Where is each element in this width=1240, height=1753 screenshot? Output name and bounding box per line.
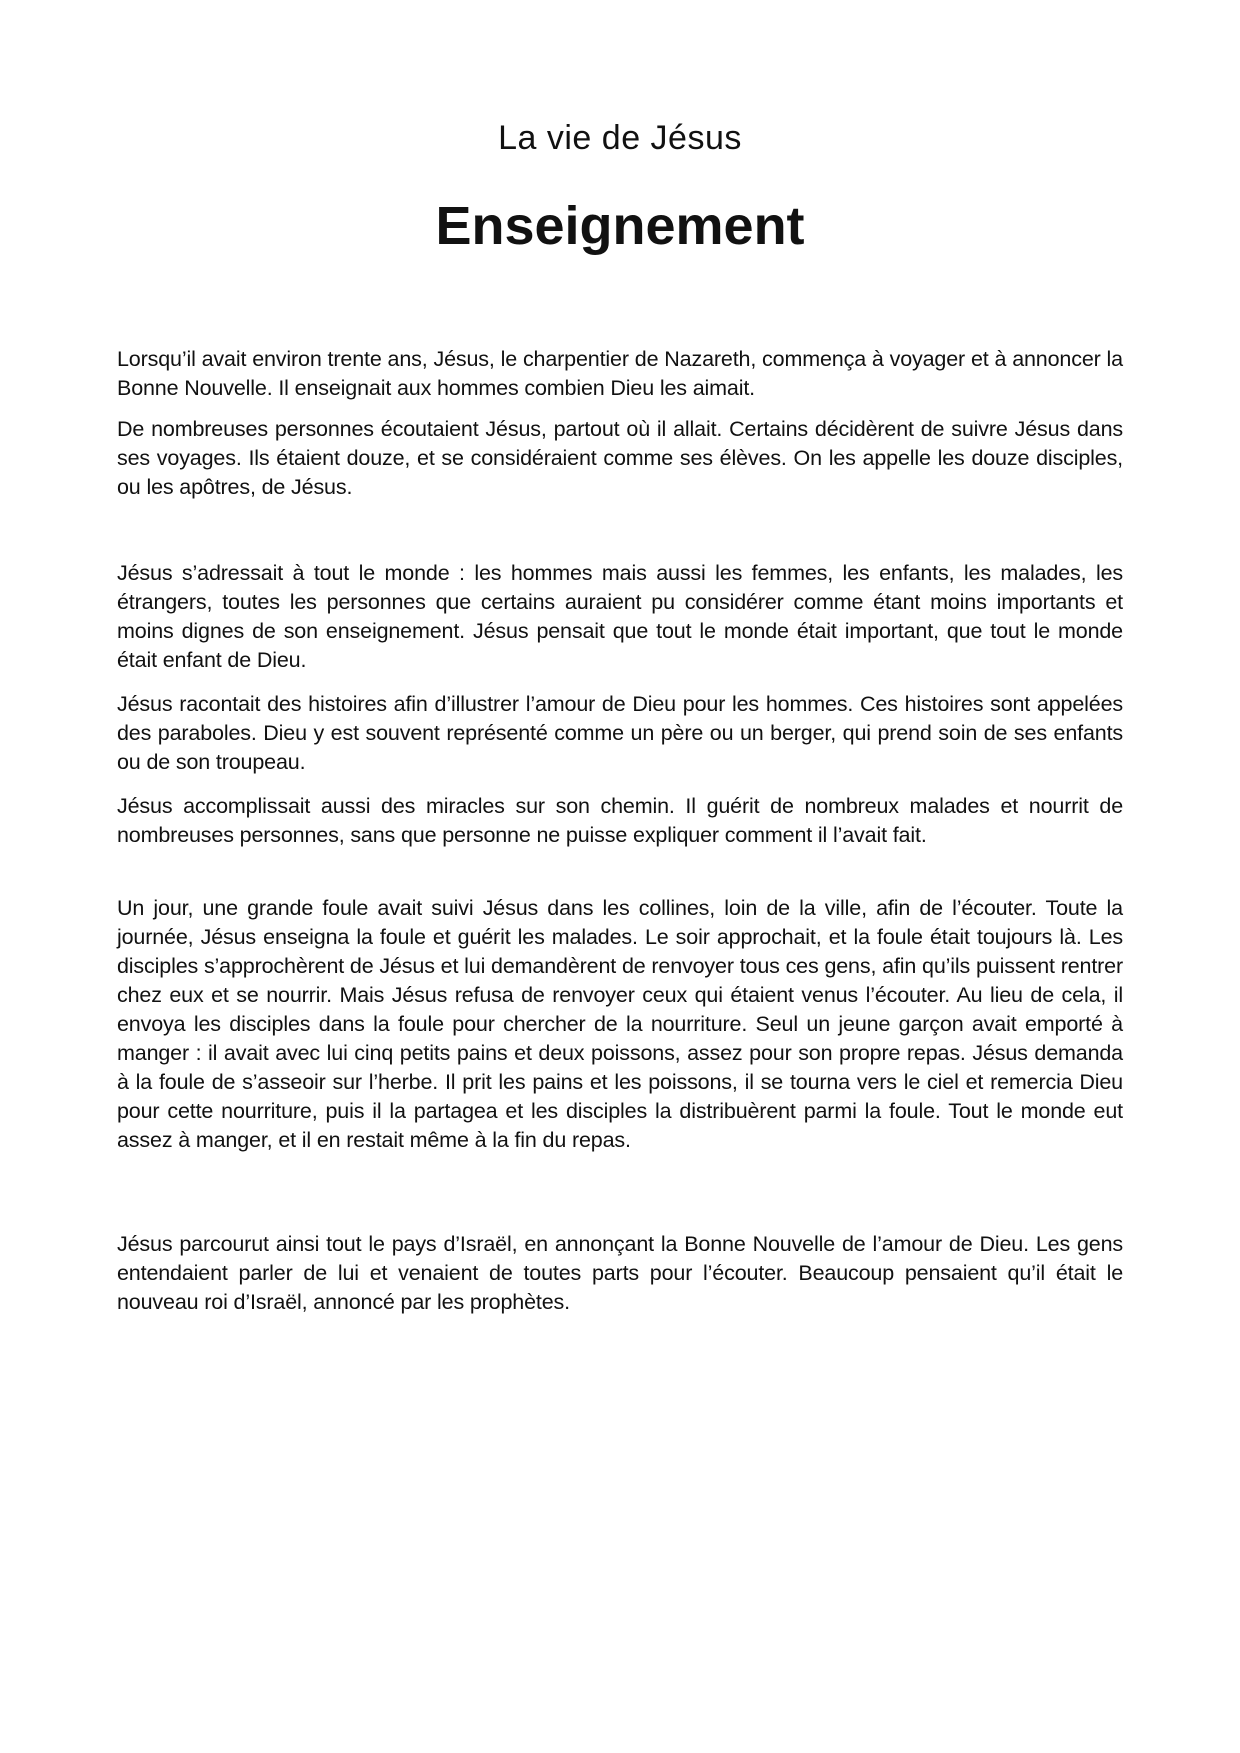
paragraph-israel: Jésus parcourut ainsi tout le pays d’Israël, en annonçant la Bonne Nouvelle de l’amour de Dieu. Les gens entendaient parler de lui et venaient de toutes parts pour l’écouter. Beaucoup pensaient qu’il était le nouveau roi d’Israël, annoncé par les prophètes. — [117, 1232, 1123, 1314]
paragraph-ministry-start: Lorsqu’il avait environ trente ans, Jésus, le charpentier de Nazareth, commença à voyager et à annoncer la Bonne Nouvelle. Il enseignait aux hommes combien Dieu les aimait. — [117, 347, 1123, 400]
paragraph-disciples: De nombreuses personnes écoutaient Jésus, partout où il allait. Certains décidèrent de suivre Jésus dans ses voyages. Ils étaient douze, et se considéraient comme ses élèves. On les appelle les douze disciples, ou les apôtres, de Jésus. — [117, 417, 1123, 499]
document-subtitle: La vie de Jésus — [498, 119, 742, 157]
paragraph-parables: Jésus racontait des histoires afin d’illustrer l’amour de Dieu pour les hommes. Ces histoires sont appelées des paraboles. Dieu y est souvent représenté comme un père ou un berger, qui prend soin de ses enfants ou de son troupeau. — [117, 692, 1123, 774]
document-title: Enseignement — [435, 196, 805, 256]
paragraph-feeding-crowd: Un jour, une grande foule avait suivi Jésus dans les collines, loin de la ville, afin de l’écouter. Toute la journée, Jésus enseigna la foule et guérit les malades. Le soir approchait, et la foule était toujours là. Les disciples s’approchèrent de Jésus et lui demandèrent de renvoyer tous ces gens, afin qu’ils puissent rentrer chez eux et se nourrir. Mais Jésus refusa de renvoyer ceux qui étaient venus l’écouter. Au lieu de cela, il envoya les disciples dans la foule pour chercher de la nourriture. Seul un jeune garçon avait emporté à manger : il avait avec lui cinq petits pains et deux poissons, assez pour son propre repas. Jésus demanda à la foule de s’asseoir sur l’herbe. Il prit les pains et les poissons, il se tourna vers le ciel et remercia Dieu pour cette nourriture, puis il la partagea et les disciples la distribuèrent parmi la foule. Tout le monde eut assez à manger, et il en restait même à la fin du repas. — [117, 896, 1123, 1152]
paragraph-everyone: Jésus s’adressait à tout le monde : les hommes mais aussi les femmes, les enfants, les malades, les étrangers, toutes les personnes que certains auraient pu considérer comme étant moins importants et moins dignes de son enseignement. Jésus pensait que tout le monde était important, que tout le monde était enfant de Dieu. — [117, 561, 1123, 672]
paragraph-miracles: Jésus accomplissait aussi des miracles sur son chemin. Il guérit de nombreux malades et nourrit de nombreuses personnes, sans que personne ne puisse expliquer comment il l’avait fait. — [117, 794, 1123, 847]
